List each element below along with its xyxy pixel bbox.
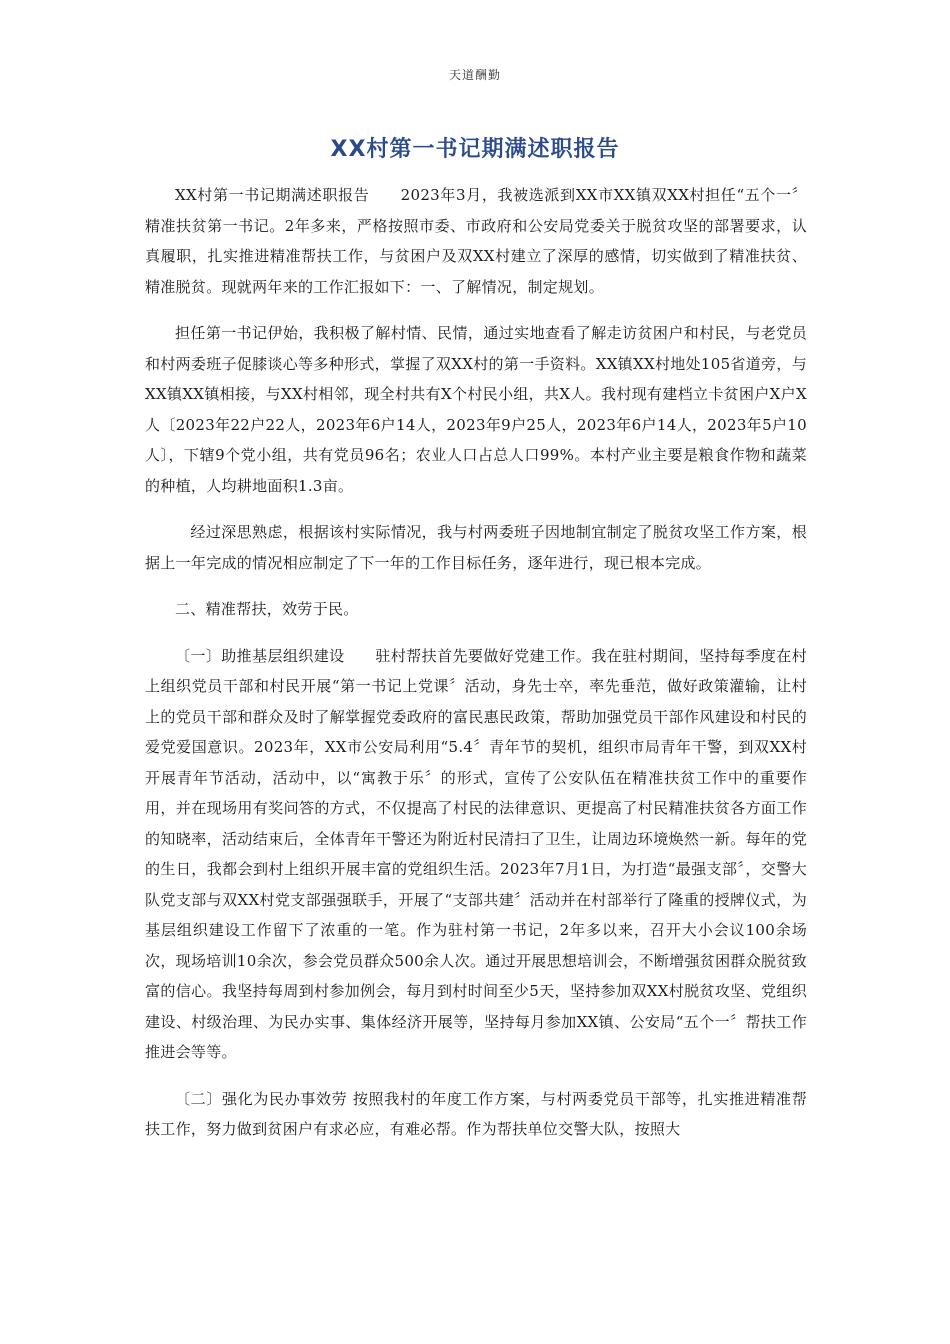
paragraph-grassroots-organization: 〔一〕助推基层组织建设 驻村帮扶首先要做好党建工作。我在驻村期间，坚持每季度在村上组织党员干部和村民开展“第一书记上党课〞活动，身先士卒，率先垂范，做好政策灌输，让村上的党员干部和群众及时了解掌握党委政府的富民惠民政策，帮助加强党员干部作风建设和村民的爱党爱国意识。2023年，XX市公安局利用“5.4〞青年节的契机，组织市局青年干警，到双XX村开展青年节活动，活动中，以“寓教于乐〞的形式，宣传了公安队伍在精准扶贫工作中的重要作用，并在现场用有奖问答的方式，不仅提高了村民的法律意识、更提高了村民精准扶贫各方面工作的知晓率，活动结束后，全体青年干警还为附近村民清扫了卫生，让周边环境焕然一新。每年的党的生日，我都会到村上组织开展丰富的党组织生活。2023年7月1日，为打造“最强支部〞，交警大队党支部与双XX村党支部强强联手，开展了“支部共建〞活动并在村部举行了隆重的授牌仪式，为基层组织建设工作留下了浓重的一笔。作为驻村第一书记，2年多以来，召开大小会议100余场次，现场培训10余次，参会党员群众500余人次。通过开展思想培训会，不断增强贫困群众脱贫致富的信心。我坚持每周到村参加例会，每月到村时间至少5天，坚持参加双XX村脱贫攻坚、党组织建设、村级治理、为民办实事、集体经济开展等，坚持每月参加XX镇、公安局“五个一〞帮扶工作推进会等等。 <box>145 646 807 1061</box>
document-body <box>145 180 807 1161</box>
document-title: XX村第一书记期满述职报告 <box>330 137 620 162</box>
paragraph-village-situation: 担任第一书记伊始，我积极了解村情、民情，通过实地查看了解走访贫困户和村民，与老党员和村两委班子促膝谈心等多种形式，掌握了双XX村的第一手资料。XX镇XX村地处105省道旁，与XX镇XX镇相接，与XX村相邻，现全村共有X个村民小组，共X人。我村现有建档立卡贫困户X户X人〔2023年22户22人，2023年6户14人，2023年9户25人，2023年6户14人，2023年5户10人〕，下辖9个党小组，共有党员96名；农业人口占总人口99%。本村产业主要是粮食作物和蔬菜的种植，人均耕地面积1.3亩。 <box>145 324 807 495</box>
paragraph-work-plan: 经过深思熟虑，根据该村实际情况，我与村两委班子因地制宜制定了脱贫攻坚工作方案，根据上一年完成的情况相应制定了下一年的工作目标任务，逐年进行，现已根本完成。 <box>145 523 807 572</box>
page-header: 天道酬勤 <box>448 68 501 82</box>
paragraph-intro: XX村第一书记期满述职报告 2023年3月，我被选派到XX市XX镇双XX村担任“五个一〞精准扶贫第一书记。2年多来，严格按照市委、市政府和公安局党委关于脱贫攻坚的部署要求，认真履职，扎实推进精准帮扶工作，与贫困户及双XX村建立了深厚的感情，切实做到了精准扶贫、精准脱贫。现就两年来的工作汇报如下：一、了解情况，制定规划。 <box>145 186 807 296</box>
section-heading-precise-help: 二、精准帮扶，效劳于民。 <box>175 600 359 618</box>
paragraph-service-for-people: 〔二〕强化为民办事效劳 按照我村的年度工作方案，与村两委党员干部等，扎实推进精准帮扶工作，努力做到贫困户有求必应，有难必帮。作为帮扶单位交警大队，按照大 <box>145 1089 807 1138</box>
